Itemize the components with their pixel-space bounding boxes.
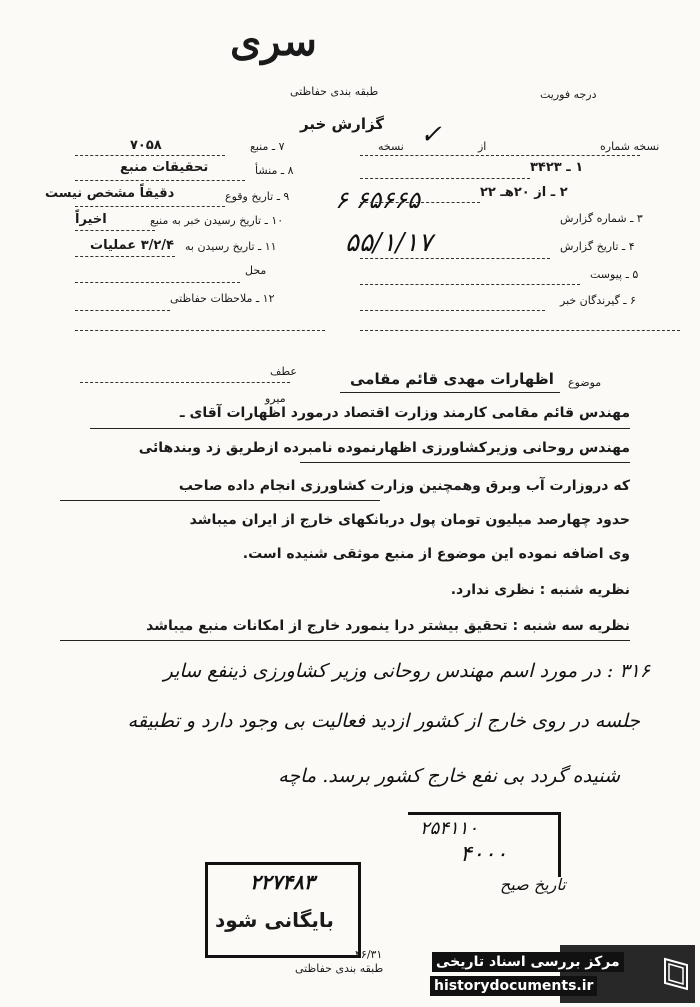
footer-classification: طبقه بندی حفاظتی xyxy=(295,962,384,975)
opinion-saturday: نظریه شنبه : نظری ندارد. xyxy=(450,582,630,598)
classification-label: طبقه بندی حفاظتی xyxy=(290,85,379,98)
field-5-label: ۵ ـ پیوست xyxy=(590,268,639,281)
handwritten-line-2: جلسه در روی خارج از کشور ازدید فعالیت بی وجود دارد و تطبیقه xyxy=(127,710,640,732)
body-line-5: وی اضافه نموده این موضوع از منبع موثقی شنیده است. xyxy=(242,546,630,562)
field-9-value: دقیقاً مشخص نیست xyxy=(45,186,175,201)
field-10-value: اخیراً xyxy=(75,212,107,227)
footer-code: ۴۶/۳۱ xyxy=(355,948,383,961)
field-3-label: ۳ ـ شماره گزارش xyxy=(560,212,643,225)
field-7-label: ۷ ـ منبع xyxy=(250,140,285,153)
field-11-value: ۳/۲/۴ عملیات xyxy=(90,238,174,253)
copy-label: نسخه xyxy=(378,140,404,153)
field-12-label: ۱۲ ـ ملاحظات حفاظتی xyxy=(170,292,275,305)
location-label: محل xyxy=(245,264,267,277)
field-2-value: ۲ ـ از ۲۰هـ ۲۲ xyxy=(480,185,568,200)
body-line-3: که دروزارت آب وبرق وهمچنین وزارت کشاورزی انجام داده صاحب xyxy=(178,478,630,494)
archive-text: بایگانی شود xyxy=(215,908,334,932)
field-9-label: ۹ ـ تاریخ وقوع xyxy=(225,190,290,203)
watermark-name: مرکز بررسی اسناد تاریخی xyxy=(432,952,624,972)
receipt-stamp-number: ۲۵۴۱۱۰ xyxy=(420,818,479,839)
handwritten-line-3: شنیده گردد بی نفع خارج کشور برسد. ماچه xyxy=(278,765,620,787)
field-4-label: ۴ ـ تاریخ گزارش xyxy=(560,240,635,253)
classification-stamp: سری xyxy=(230,18,317,65)
body-line-2: مهندس روحانی وزیرکشاورزی اظهارنموده نامبرده ازطریق زد وبندهائی xyxy=(138,440,630,456)
subject-text: اظهارات مهدی قائم مقامی xyxy=(350,370,554,388)
miru-label: میرو xyxy=(265,392,286,405)
receipt-stamp-number-2: ۴۰۰۰ xyxy=(460,842,508,867)
field-8-value: تحقیقات منبع xyxy=(120,160,209,175)
field-6-label: ۶ ـ گیرندگان خبر xyxy=(560,294,636,307)
atf-label: عطف xyxy=(270,365,297,378)
handwritten-line-1: ۳۱۶ : در مورد اسم مهندس روحانی وزیر کشاورزی ذینفع سایر xyxy=(163,660,650,682)
copy-number-label: نسخه شماره xyxy=(600,140,660,153)
opinion-tuesday: نظریه سه شنبه : تحقیق بیشتر درا ینمورد خارج از امکانات منبع میباشد xyxy=(146,618,630,634)
copy-mark: ✓ xyxy=(420,120,442,150)
watermark-url: historydocuments.ir xyxy=(430,976,597,996)
field-1-value: ۱ ـ ۳۴۲۳ xyxy=(530,160,584,175)
signature: تاریخ صیح xyxy=(500,875,566,894)
field-8-label: ۸ ـ منشأ xyxy=(255,164,294,177)
copy-of-label: از xyxy=(478,140,487,153)
field-3-value: ۶۵۶۶۵ ۶ xyxy=(335,186,420,214)
report-title: گزارش خبر xyxy=(300,115,385,133)
body-line-1: مهندس قائم مقامی کارمند وزارت اقتصاد درمورد اظهارات آقای ـ xyxy=(179,405,630,421)
field-4-value: ۵۵/۱/۱۷ xyxy=(345,228,433,258)
field-11-label: ۱۱ ـ تاریخ رسیدن به xyxy=(185,240,277,253)
field-7-value: ۷۰۵۸ xyxy=(130,138,162,153)
subject-label: موضوع xyxy=(568,376,602,389)
urgency-label: درجه فوریت xyxy=(540,88,597,101)
field-10-label: ۱۰ ـ تاریخ رسیدن خبر به منبع xyxy=(150,214,284,227)
body-line-4: حدود چهارصد میلیون تومان پول دربانکهای خارج از ایران میباشد xyxy=(189,512,630,528)
archive-number: ۲۲۷۴۸۳ xyxy=(250,870,315,894)
